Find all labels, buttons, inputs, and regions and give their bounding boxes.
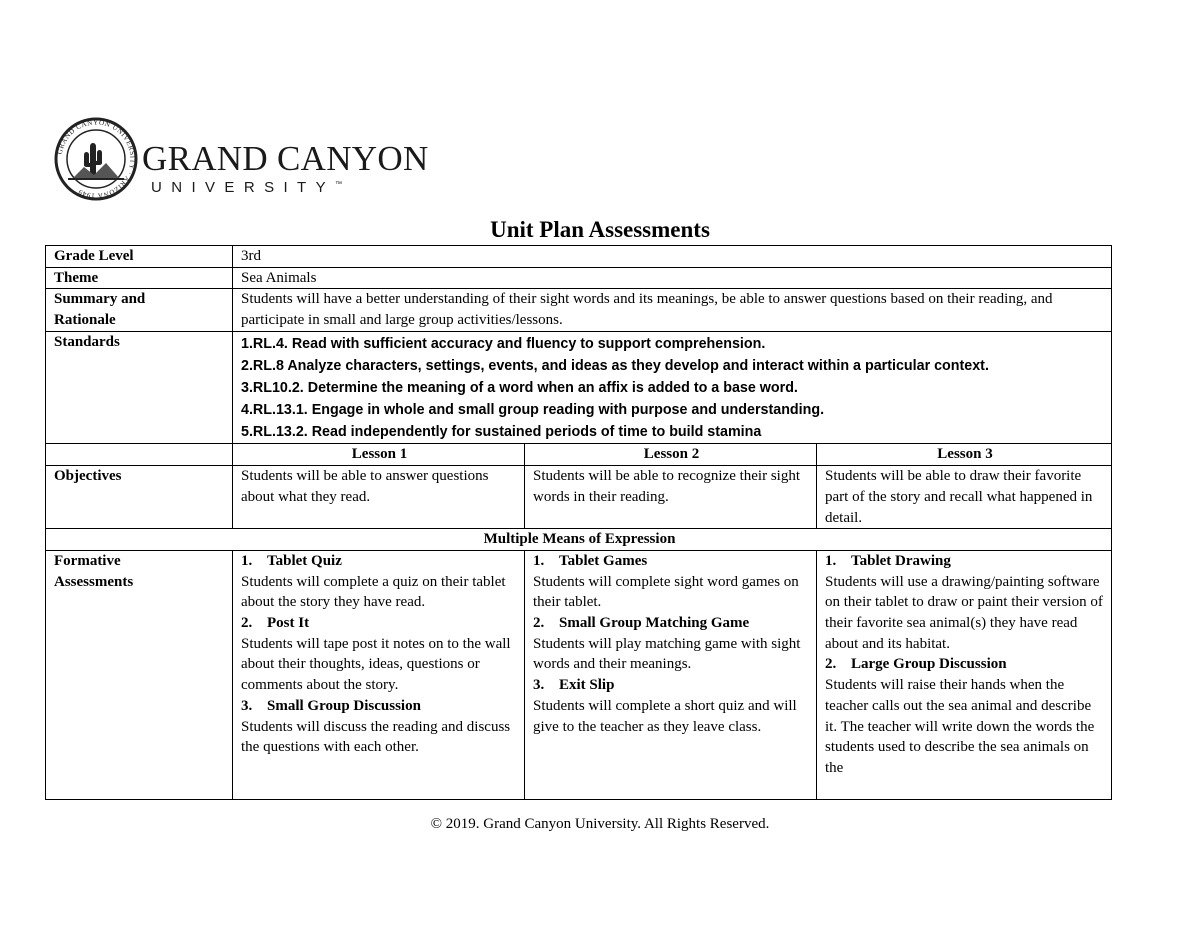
assessment-text: Students will use a drawing/painting software on their tablet to draw or paint their version of their favorite sea animal(s) they have read about and its habitat. — [825, 573, 1103, 652]
lesson-header-row — [46, 444, 1112, 466]
assessment-title: 3. Small Group Discussion — [241, 697, 421, 714]
grade-level-row — [46, 246, 1112, 268]
grade-level-label: Grade Level — [46, 246, 233, 268]
assessment-title: 2. Large Group Discussion — [825, 656, 1007, 673]
assessment-text: Students will play matching game with sight words and their meanings. — [533, 635, 801, 673]
formative-label: Formative Assessments — [46, 550, 233, 799]
standards-list — [233, 332, 1112, 444]
gcu-logo — [54, 117, 429, 201]
seal-text: GRAND CANYON UNIVERSITY · ARIZONA 1949 — [55, 118, 137, 200]
standards-label: Standards — [46, 332, 233, 444]
lesson-1-header: Lesson 1 — [233, 444, 525, 466]
assessment-title: 1. Tablet Games — [533, 552, 648, 569]
standard-item: 1.RL.4. Read with sufficient accuracy and fluency to support comprehension. — [241, 336, 766, 353]
copyright-footer: © 2019. Grand Canyon University. All Rights Reserved. — [430, 816, 770, 832]
assessment-title: 1. Tablet Drawing — [825, 552, 951, 569]
assessment-text: Students will tape post it notes on to the wall about their thoughts, ideas, questions or comments about the story. — [241, 635, 511, 694]
expression-row — [46, 529, 1112, 551]
assessment-text: Students will raise their hands when the teacher calls out the sea animal and describe it. The teacher will write down the words the students used to describe the sea animals on the — [825, 677, 1095, 776]
standard-item: 4.RL.13.1. Engage in whole and small group reading with purpose and understanding. — [241, 402, 825, 419]
assessment-text: Students will complete a quiz on their tablet about the story they have read. — [241, 573, 506, 611]
formative-lesson-1 — [233, 550, 525, 799]
standard-item: 2.RL.8 Analyze characters, settings, events, and ideas as they develop and interact within a particular context. — [241, 358, 989, 375]
university-wordmark — [142, 141, 429, 196]
assessment-title: 1. Tablet Quiz — [241, 552, 342, 569]
formative-lesson-3 — [817, 550, 1112, 799]
formative-row — [46, 550, 1112, 799]
standard-item: 3.RL10.2. Determine the meaning of a word when an affix is added to a base word. — [241, 380, 798, 397]
objectives-label: Objectives — [46, 466, 233, 529]
objectives-row — [46, 466, 1112, 529]
summary-row — [46, 289, 1112, 332]
assessment-title: 3. Exit Slip — [533, 677, 615, 694]
theme-value: Sea Animals — [233, 267, 1112, 289]
empty-cell — [46, 444, 233, 466]
lesson-2-header: Lesson 2 — [525, 444, 817, 466]
objective-lesson-3: Students will be able to draw their favorite part of the story and recall what happened in detail. — [817, 466, 1112, 529]
page-title: Unit Plan Assessments — [490, 217, 710, 242]
multiple-means-of-expression: Multiple Means of Expression — [46, 529, 1112, 551]
assessment-title: 2. Small Group Matching Game — [533, 615, 750, 632]
unit-plan-table — [45, 245, 1112, 800]
objective-lesson-1: Students will be able to answer questions about what they read. — [233, 466, 525, 529]
assessment-text: Students will complete a short quiz and will give to the teacher as they leave class. — [533, 697, 797, 735]
formative-lesson-2 — [525, 550, 817, 799]
summary-value: Students will have a better understanding of their sight words and its meanings, be able to answer questions based on their reading, and participate in small and large group activities/lessons. — [233, 289, 1112, 332]
assessment-text: Students will complete sight word games on their tablet. — [533, 573, 799, 611]
theme-row — [46, 267, 1112, 289]
university-seal-icon — [54, 117, 138, 201]
wordmark-line-2: UNIVERSITY™ — [151, 179, 343, 196]
grade-level-value: 3rd — [233, 246, 1112, 268]
wordmark-line-1: GRAND CANYON — [142, 139, 429, 178]
summary-label: Summary and Rationale — [46, 289, 233, 332]
objective-lesson-2: Students will be able to recognize their sight words in their reading. — [525, 466, 817, 529]
standards-row — [46, 332, 1112, 444]
lesson-3-header: Lesson 3 — [817, 444, 1112, 466]
assessment-title: 2. Post It — [241, 615, 310, 632]
assessment-text: Students will discuss the reading and discuss the questions with each other. — [241, 718, 511, 756]
standard-item: 5.RL.13.2. Read independently for sustained periods of time to build stamina — [241, 424, 762, 441]
theme-label: Theme — [46, 267, 233, 289]
